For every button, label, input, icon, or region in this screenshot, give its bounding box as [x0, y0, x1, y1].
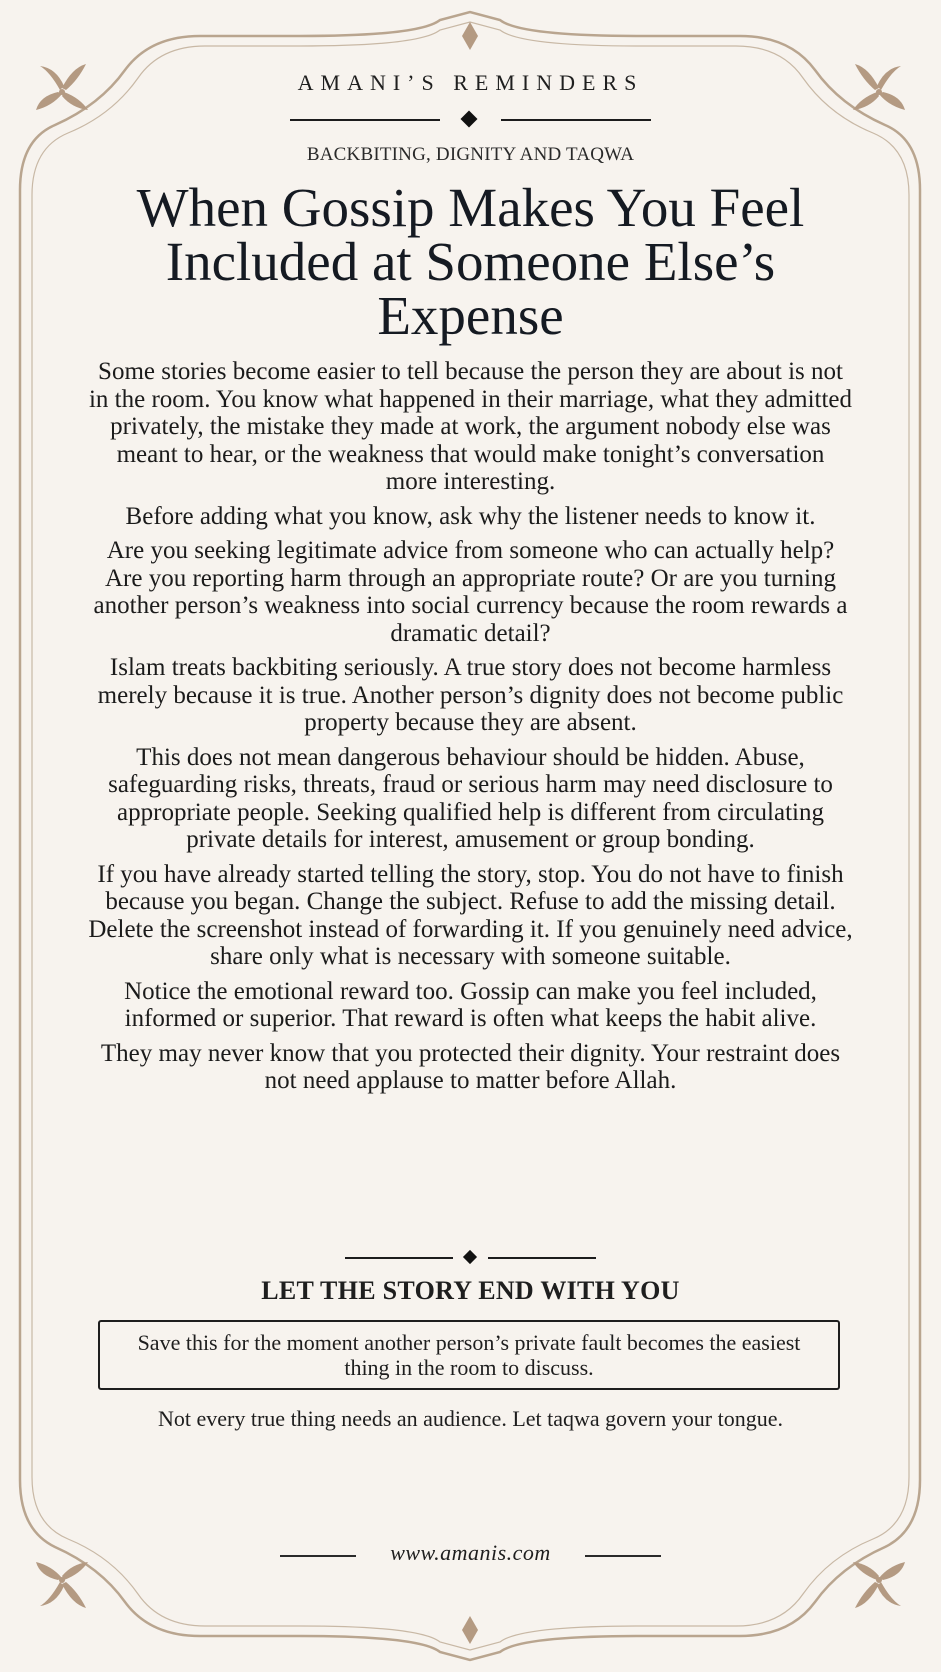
cta-heading: LET THE STORY END WITH YOU [261, 1276, 680, 1305]
topic-subtitle: BACKBITING, DIGNITY AND TAQWA [306, 144, 635, 165]
body-paragraph: Notice the emotional reward too. Gossip can make you feel included, informed or superior. That reward is often what keeps the habit alive. [124, 977, 817, 1032]
save-note-text: Save this for the moment another person’s private fault becomes the easiest thing in the room to discuss. [137, 1330, 801, 1380]
body-paragraph: Before adding what you know, ask why the listener needs to know it. [125, 502, 816, 530]
body-paragraph: If you have already started telling the story, stop. You do not have to finish because you began. Change the subject. Refuse to add the missing detail. Delete the screenshot instead of forwarding it. If you genuinely need advice, share only what is necessary with someone suitable. [88, 860, 853, 970]
save-note-box [98, 1320, 840, 1390]
divider-diamond-icon [463, 1250, 477, 1264]
page-title: When Gossip Makes You Feel Included at Someone Else’s Expense [136, 177, 805, 346]
closing-line: Not every true thing needs an audience. Let taqwa govern your tongue. [158, 1406, 783, 1431]
divider-line-right [501, 119, 651, 121]
body-paragraph: This does not mean dangerous behaviour should be hidden. Abuse, safeguarding risks, threats, fraud or serious harm may need disclosure to appropriate people. Seeking qualified help is different from circulating private details for interest, amusement or group bonding. [108, 743, 833, 853]
brand-name: AMANI’S REMINDERS [297, 70, 644, 95]
section-divider [345, 1248, 596, 1266]
top-divider [290, 108, 651, 132]
divider-line-left [345, 1257, 453, 1259]
divider-line-right [488, 1257, 596, 1259]
divider-line-left [290, 119, 440, 121]
divider-diamond-icon [461, 111, 478, 128]
footer-line-right [585, 1555, 661, 1557]
body-paragraph: Are you seeking legitimate advice from someone who can actually help? Are you reporting harm through an appropriate route? Or are you turning another person’s weakness into social currency because the room rewards a dramatic detail? [93, 537, 848, 647]
body-text [88, 358, 853, 1102]
footer [270, 1540, 671, 1570]
body-paragraph: Islam treats backbiting seriously. A true story does not become harmless merely because it is true. Another person’s dignity does not become public property because they are absent. [97, 654, 844, 736]
body-paragraph: Some stories become easier to tell because the person they are about is not in the room. You know what happened in their marriage, what they admitted privately, the mistake they made at work, the argument nobody else was meant to hear, or the weakness that would make tonight’s conversation more interesting. [88, 358, 853, 495]
website-link[interactable]: www.amanis.com [390, 1540, 551, 1565]
body-paragraph: They may never know that you protected their dignity. Your restraint does not need applause to matter before Allah. [100, 1039, 841, 1094]
